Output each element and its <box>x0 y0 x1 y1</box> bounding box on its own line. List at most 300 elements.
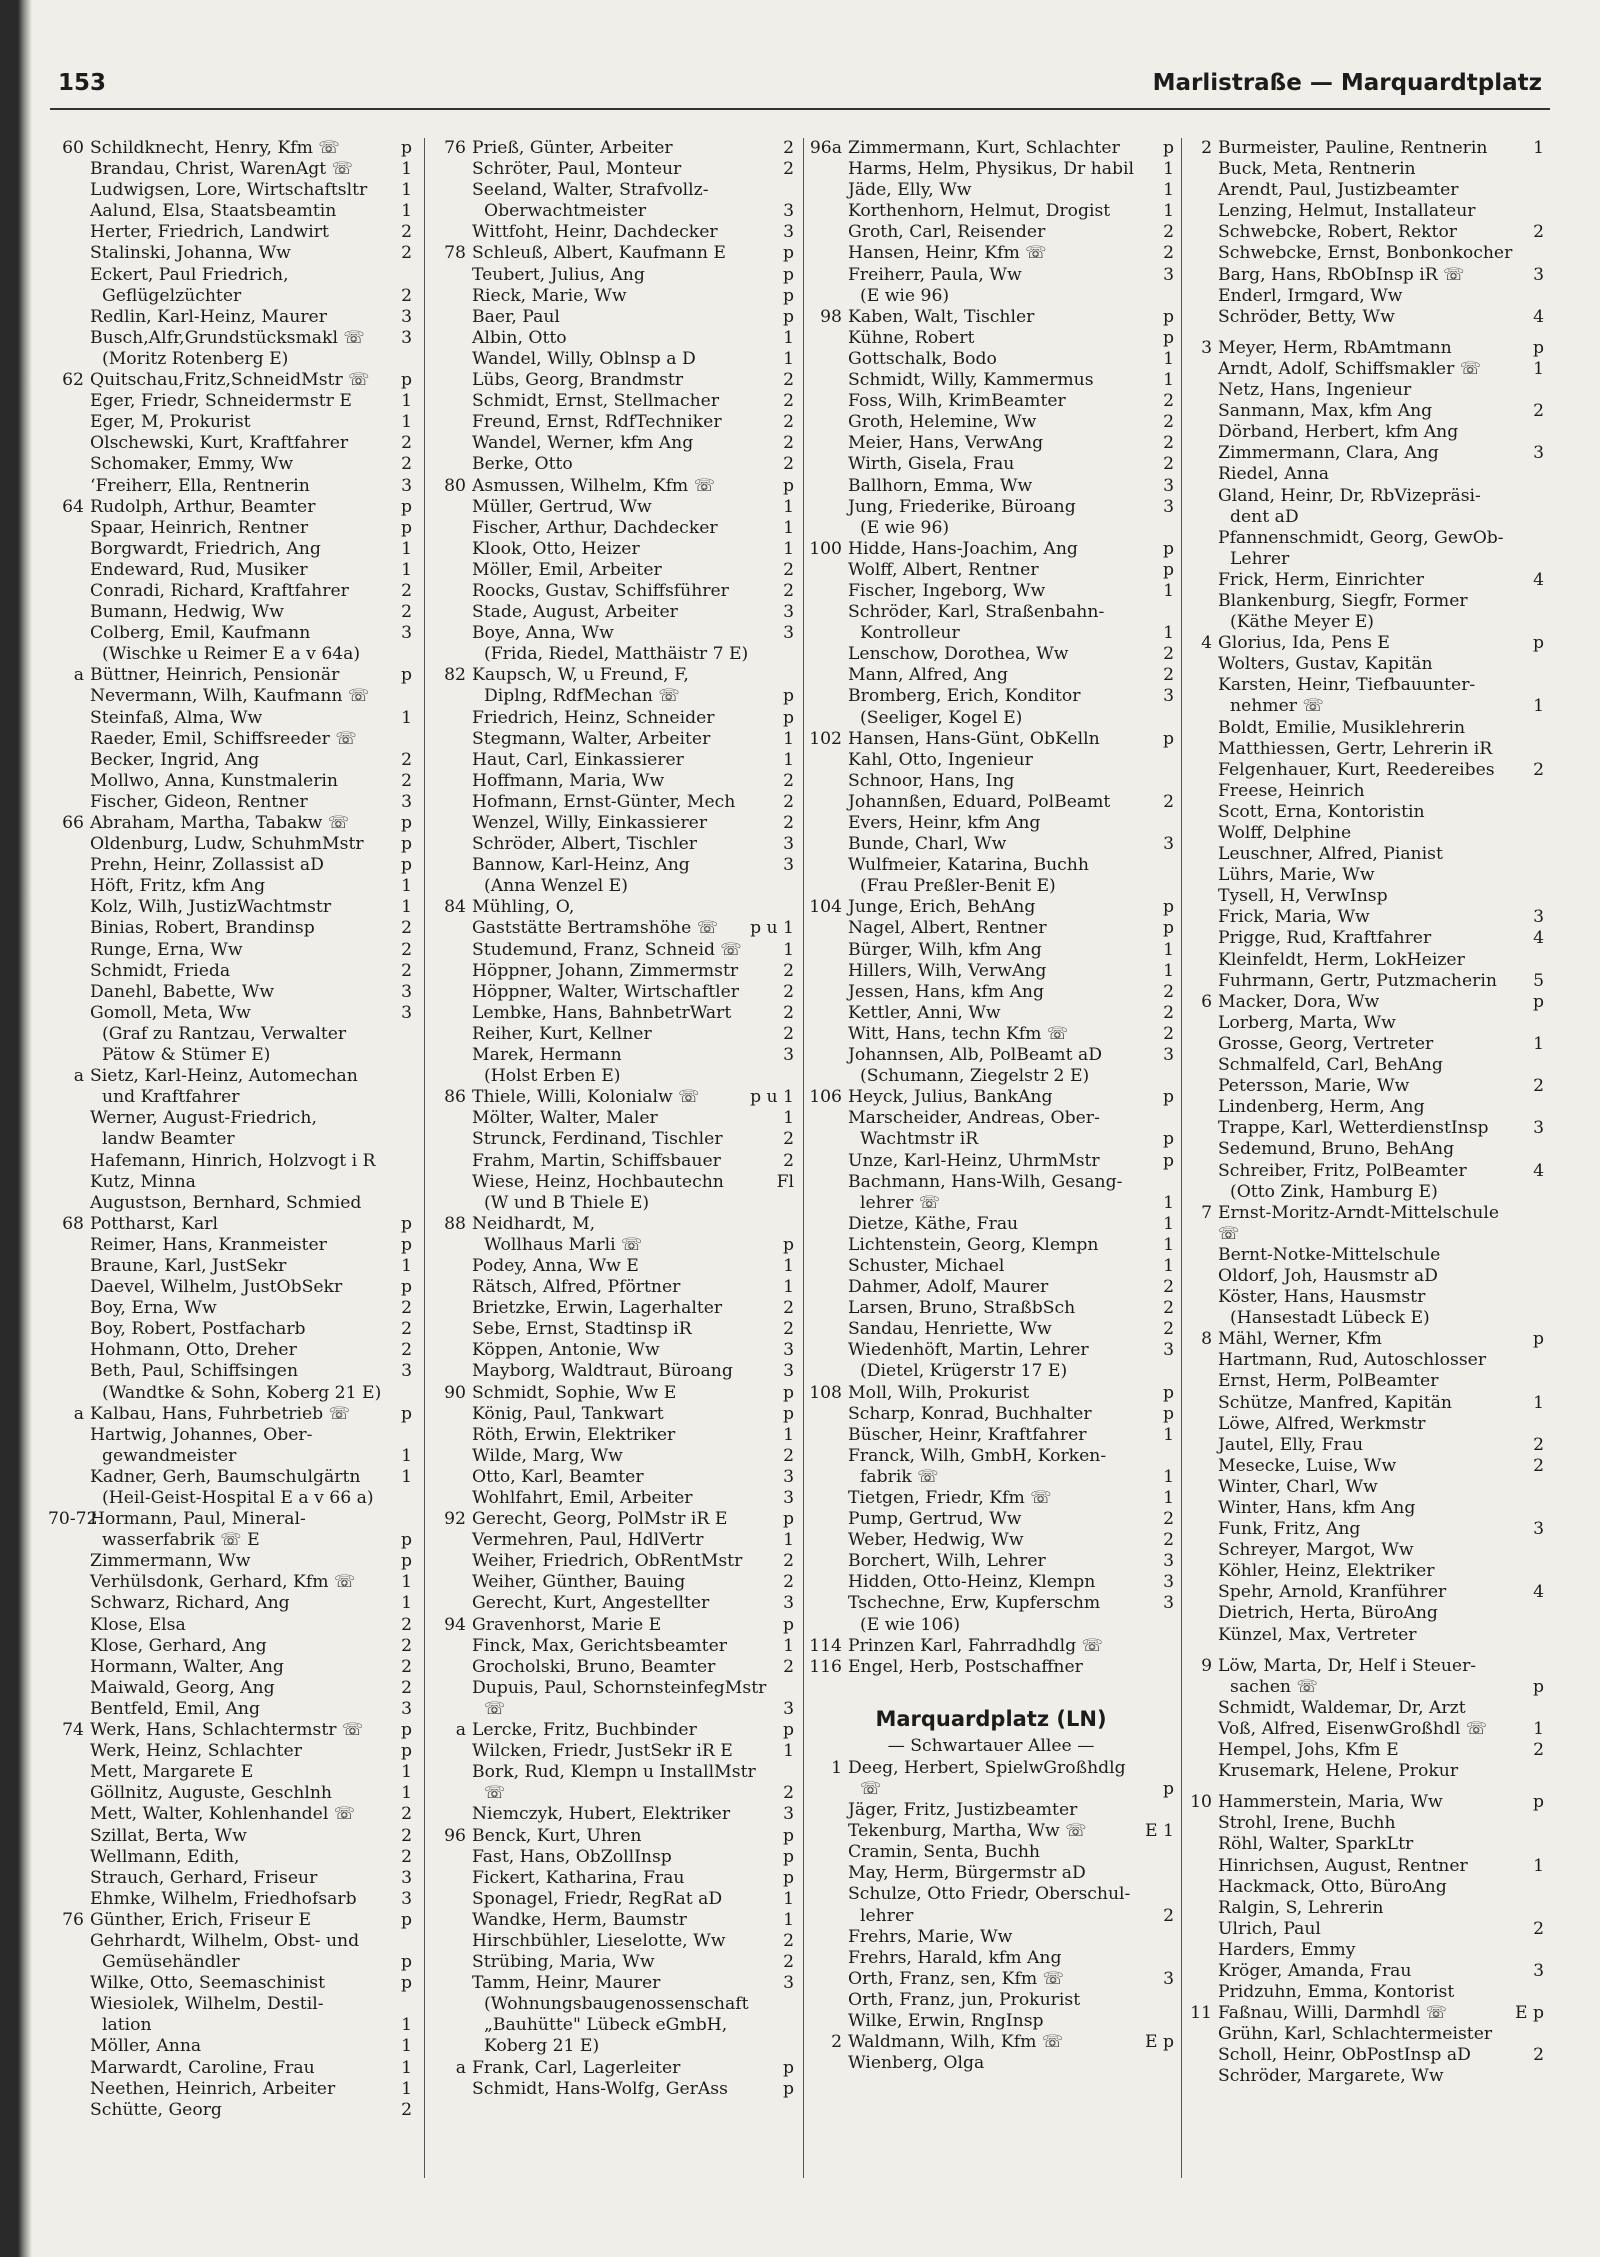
entry-text: Hartwig, Johannes, Ober- <box>90 1424 313 1445</box>
entry-text: Bunde, Charl, Ww <box>848 834 1007 855</box>
directory-entry <box>1176 464 1546 485</box>
directory-entry <box>48 2079 414 2100</box>
entry-text: Hackmack, Otto, BüroAng <box>1218 1876 1447 1897</box>
house-number: 86 <box>444 1087 466 1108</box>
entry-text: Tschechne, Erw, Kupferschm <box>848 1593 1101 1614</box>
directory-entry <box>48 1783 414 1804</box>
directory-entry <box>430 729 796 750</box>
floor-indicator: 2 <box>401 1846 412 1867</box>
entry-text: Schildknecht, Henry, Kfm ☏ <box>90 138 340 158</box>
floor-indicator: 1 <box>401 559 412 580</box>
floor-indicator: p <box>1162 1403 1174 1424</box>
floor-indicator: p <box>1162 1778 1174 1799</box>
entry-text: Schmidt, Willy, Kammermus <box>848 370 1094 391</box>
directory-entry <box>430 286 796 307</box>
entry-text: Höppner, Johann, Zimmermstr <box>472 960 739 981</box>
entry-text: Weiher, Friedrich, ObRentMstr <box>472 1551 743 1572</box>
directory-entry <box>48 2036 414 2057</box>
entry-text: Freund, Ernst, RdfTechniker <box>472 412 722 433</box>
floor-indicator: 2 <box>783 1952 794 1973</box>
entry-text: Boldt, Emilie, Musiklehrerin <box>1218 717 1466 738</box>
floor-indicator: 3 <box>783 1488 794 1508</box>
floor-indicator: 3 <box>1163 686 1174 707</box>
floor-indicator: p <box>1162 918 1174 939</box>
entry-text: Wandke, Herm, Baumstr <box>472 1909 687 1930</box>
directory-entry <box>806 1488 1176 1509</box>
entry-text: Brandau, Christ, WarenAgt ☏ <box>90 159 354 180</box>
entry-text: Berke, Otto <box>472 454 573 475</box>
floor-indicator: E 1 <box>1145 1821 1174 1842</box>
directory-entry <box>48 349 414 370</box>
floor-indicator: 3 <box>401 623 412 644</box>
entry-text: Schreyer, Margot, Ww <box>1218 1540 1414 1561</box>
entry-text: Prieß, Günter, Arbeiter <box>472 138 673 158</box>
floor-indicator: p <box>1532 1676 1544 1697</box>
directory-entry <box>48 159 414 180</box>
floor-indicator: 1 <box>1163 1466 1174 1487</box>
directory-entry <box>1176 1308 1546 1329</box>
floor-indicator: 1 <box>401 159 412 180</box>
directory-entry <box>48 539 414 560</box>
entry-text: Schmidt, Waldemar, Dr, Arzt <box>1218 1697 1466 1718</box>
house-number: 4 <box>1201 633 1212 654</box>
entry-text: Schmidt, Hans-Wolfg, GerAss <box>472 2078 728 2099</box>
directory-entry <box>430 982 796 1003</box>
entry-text: Fischer, Gideon, Rentner <box>90 791 308 812</box>
entry-text: Groth, Carl, Reisender <box>848 222 1046 243</box>
entry-text: Freese, Heinrich <box>1218 780 1365 801</box>
house-number: 80 <box>444 475 466 496</box>
floor-indicator: p <box>782 1867 794 1888</box>
entry-text: Frehrs, Harald, kfm Ang <box>848 1947 1062 1968</box>
entry-text: Köhler, Heinz, Elektriker <box>1218 1561 1435 1582</box>
directory-entry <box>806 1927 1176 1948</box>
entry-text: Winter, Hans, kfm Ang <box>1218 1498 1416 1518</box>
directory-entry <box>1176 1161 1546 1182</box>
directory-entry <box>1176 718 1546 739</box>
floor-indicator: 1 <box>1163 1234 1174 1255</box>
entry-text: Sandau, Henriette, Ww <box>848 1319 1052 1340</box>
directory-entry <box>806 1024 1176 1045</box>
floor-indicator: 2 <box>401 1635 412 1656</box>
entry-text: Frank, Carl, Lagerleiter <box>472 2057 681 2078</box>
spacer <box>806 1678 1176 1688</box>
entry-text: Dietze, Käthe, Frau <box>848 1213 1019 1234</box>
floor-indicator: 1 <box>401 1255 412 1276</box>
directory-entry <box>806 1990 1176 2011</box>
directory-entry <box>806 876 1176 897</box>
house-number: 2 <box>831 2032 842 2053</box>
directory-entry <box>430 1319 796 1340</box>
directory-entry <box>1176 1898 1546 1919</box>
floor-indicator: 2 <box>1533 1434 1544 1455</box>
entry-text: Rudolph, Arthur, Beamter <box>90 496 316 517</box>
directory-entry <box>48 1741 414 1762</box>
entry-text: Wohlfahrt, Emil, Arbeiter <box>472 1488 693 1508</box>
floor-indicator: 3 <box>783 1973 794 1994</box>
entry-text: Hoffmann, Maria, Ww <box>472 770 665 791</box>
floor-indicator: p <box>782 1382 794 1403</box>
directory-entry <box>48 644 414 665</box>
entry-text: König, Paul, Tankwart <box>472 1403 664 1424</box>
floor-indicator: 3 <box>1163 1968 1174 1989</box>
spacer <box>1176 1646 1546 1656</box>
entry-text: Schwarz, Richard, Ang <box>90 1593 290 1614</box>
floor-indicator: 3 <box>1533 907 1544 928</box>
directory-entry <box>1176 1656 1546 1677</box>
directory-entry <box>1176 549 1546 570</box>
entry-text: Blankenburg, Siegfr, Former <box>1218 590 1468 611</box>
floor-indicator: 3 <box>783 1698 794 1719</box>
directory-entry <box>806 1108 1176 1129</box>
directory-entry <box>806 138 1176 159</box>
entry-text: Lenschow, Dorothea, Ww <box>848 644 1069 665</box>
entry-text: Schleuß, Albert, Kaufmann E <box>472 243 726 264</box>
floor-indicator: 1 <box>1533 1033 1544 1054</box>
entry-text: Möller, Emil, Arbeiter <box>472 559 662 580</box>
entry-text: Unze, Karl-Heinz, UhrmMstr <box>848 1150 1100 1171</box>
floor-indicator: 2 <box>1163 1530 1174 1551</box>
floor-indicator: 2 <box>783 580 794 601</box>
floor-indicator: 2 <box>1533 1455 1544 1476</box>
entry-text: Höft, Fritz, kfm Ang <box>90 876 266 897</box>
entry-text: Schnoor, Hans, Ing <box>848 770 1015 791</box>
directory-entry <box>806 1066 1176 1087</box>
floor-indicator: 4 <box>1533 569 1544 590</box>
directory-entry <box>430 328 796 349</box>
house-number: 76 <box>62 1909 84 1930</box>
directory-entry <box>430 1720 796 1741</box>
spacer <box>1176 1782 1546 1792</box>
directory-entry <box>430 1129 796 1150</box>
entry-text: Köster, Hans, Hausmstr <box>1218 1287 1426 1308</box>
floor-indicator: 2 <box>1163 391 1174 412</box>
entry-text: Mölter, Walter, Maler <box>472 1108 658 1129</box>
directory-entry <box>430 665 796 686</box>
entry-text: Bumann, Hedwig, Ww <box>90 602 284 623</box>
entry-text: (Dietel, Krügerstr 17 E) <box>860 1361 1068 1382</box>
floor-indicator: 2 <box>401 770 412 791</box>
entry-text: Zimmermann, Ww <box>90 1551 251 1572</box>
directory-entry <box>48 792 414 813</box>
house-number: 92 <box>444 1509 466 1530</box>
directory-entry <box>430 454 796 475</box>
entry-text: Kühne, Robert <box>848 327 975 348</box>
entry-text: Ballhorn, Emma, Ww <box>848 475 1033 496</box>
directory-entry <box>430 518 796 539</box>
floor-indicator: 2 <box>783 1930 794 1951</box>
floor-indicator: 1 <box>1163 1255 1174 1276</box>
directory-entry <box>48 918 414 939</box>
entry-text: Werk, Heinz, Schlachter <box>90 1741 302 1762</box>
directory-entry <box>1176 307 1546 328</box>
entry-text: Herter, Friedrich, Landwirt <box>90 222 329 243</box>
floor-indicator: p <box>782 1846 794 1867</box>
entry-text: Winter, Charl, Ww <box>1218 1476 1378 1497</box>
floor-indicator: p u 1 <box>750 918 794 939</box>
floor-indicator: 2 <box>783 433 794 454</box>
entry-text: (Seeliger, Kogel E) <box>860 707 1023 728</box>
floor-indicator: 3 <box>401 475 412 496</box>
directory-entry <box>430 1383 796 1404</box>
entry-text: Pätow & Stümer E) <box>102 1045 271 1066</box>
house-number: 104 <box>809 897 842 918</box>
floor-indicator: 3 <box>1163 1340 1174 1361</box>
directory-entry <box>48 138 414 159</box>
directory-entry <box>1176 1034 1546 1055</box>
floor-indicator: 3 <box>783 1361 794 1382</box>
entry-text: Hofmann, Ernst-Günter, Mech <box>472 791 736 812</box>
directory-entry <box>430 1404 796 1425</box>
directory-entry <box>1176 1677 1546 1698</box>
directory-entry <box>806 2053 1176 2074</box>
floor-indicator: 1 <box>1533 696 1544 717</box>
floor-indicator: 2 <box>783 770 794 791</box>
entry-text: landw Beamter <box>102 1129 235 1150</box>
floor-indicator: p <box>782 1509 794 1530</box>
entry-text: Krusemark, Helene, Prokur <box>1218 1761 1459 1782</box>
directory-entry <box>806 539 1176 560</box>
house-number: 84 <box>444 897 466 918</box>
directory-entry <box>806 918 1176 939</box>
entry-text: Dietrich, Herta, BüroAng <box>1218 1603 1438 1624</box>
floor-indicator: 1 <box>1163 1424 1174 1445</box>
entry-text: Schröter, Paul, Monteur <box>472 159 682 180</box>
entry-text: Boy, Robert, Postfacharb <box>90 1319 306 1340</box>
floor-indicator: 2 <box>401 454 412 475</box>
directory-entry <box>1176 422 1546 443</box>
directory-entry <box>1176 1350 1546 1371</box>
entry-text: Löw, Marta, Dr, Helf i Steuer- <box>1218 1655 1477 1676</box>
entry-text: ☏ <box>484 1783 506 1804</box>
directory-entry <box>430 265 796 286</box>
entry-text: Groth, Helemine, Ww <box>848 412 1037 433</box>
entry-text: Karsten, Heinr, Tiefbauunter- <box>1218 675 1476 696</box>
entry-text: Thiele, Willi, Kolonialw ☏ <box>472 1087 700 1108</box>
directory-entry <box>1176 1856 1546 1877</box>
entry-text: Leuschner, Alfred, Pianist <box>1218 844 1443 865</box>
floor-indicator: 1 <box>783 1424 794 1445</box>
entry-text: Buck, Meta, Rentnerin <box>1218 159 1416 180</box>
entry-text: Borgwardt, Friedrich, Ang <box>90 538 321 559</box>
entry-text: Reimer, Hans, Kranmeister <box>90 1234 327 1255</box>
entry-text: Abraham, Martha, Tabakw ☏ <box>90 813 350 833</box>
directory-entry <box>430 1783 796 1804</box>
entry-text: Moll, Wilh, Prokurist <box>848 1382 1030 1403</box>
directory-entry <box>1176 612 1546 633</box>
floor-indicator: 3 <box>1533 1960 1544 1981</box>
entry-text: Roocks, Gustav, Schiffsführer <box>472 580 729 601</box>
entry-text: Stegmann, Walter, Arbeiter <box>472 728 711 749</box>
floor-indicator: 3 <box>401 1888 412 1909</box>
entry-text: Eger, M, Prokurist <box>90 412 251 433</box>
directory-entry <box>1176 1740 1546 1761</box>
directory-entry <box>430 1340 796 1361</box>
directory-entry <box>430 1931 796 1952</box>
directory-entry <box>1176 675 1546 696</box>
entry-text: wasserfabrik ☏ E <box>102 1530 260 1551</box>
floor-indicator: 4 <box>1533 1160 1544 1181</box>
floor-indicator: 2 <box>1163 243 1174 264</box>
floor-indicator: p <box>1162 138 1174 158</box>
entry-text: Brietzke, Erwin, Lagerhalter <box>472 1298 723 1319</box>
floor-indicator: 4 <box>1533 928 1544 949</box>
entry-text: Stade, August, Arbeiter <box>472 602 678 623</box>
floor-indicator: 3 <box>1533 443 1544 464</box>
entry-text: Prehn, Heinr, Zollassist aD <box>90 855 324 876</box>
entry-text: Harms, Helm, Physikus, Dr habil <box>848 159 1135 180</box>
directory-entry <box>806 370 1176 391</box>
entry-text: Wandel, Willy, Oblnsp a D <box>472 348 696 369</box>
directory-entry <box>48 855 414 876</box>
directory-entry <box>430 1235 796 1256</box>
entry-text: Wirth, Gisela, Frau <box>848 454 1015 475</box>
entry-text: lehrer ☏ <box>860 1192 941 1213</box>
floor-indicator: 2 <box>783 791 794 812</box>
directory-entry <box>1176 591 1546 612</box>
entry-text: Lindenberg, Herm, Ang <box>1218 1097 1425 1118</box>
directory-entry <box>1176 1203 1546 1224</box>
directory-entry <box>806 1884 1176 1905</box>
directory-entry <box>806 1045 1176 1066</box>
directory-entry <box>430 391 796 412</box>
floor-indicator: 1 <box>401 707 412 728</box>
directory-entry <box>1176 180 1546 201</box>
floor-indicator: 1 <box>401 1783 412 1804</box>
floor-indicator: 2 <box>783 1023 794 1044</box>
directory-entry <box>430 1636 796 1657</box>
directory-entry <box>1176 1329 1546 1350</box>
floor-indicator: 3 <box>783 222 794 243</box>
floor-indicator: p <box>400 138 412 158</box>
floor-indicator: 1 <box>1163 960 1174 981</box>
directory-entry <box>48 1847 414 1868</box>
entry-text: Hempel, Johs, Kfm E <box>1218 1740 1399 1761</box>
directory-entry <box>430 159 796 180</box>
floor-indicator: 2 <box>1163 644 1174 665</box>
directory-entry <box>48 982 414 1003</box>
floor-indicator: p <box>1532 337 1544 358</box>
directory-entry <box>1176 739 1546 760</box>
entry-text: Matthiessen, Gertr, Lehrerin iR <box>1218 738 1493 759</box>
directory-entry <box>806 940 1176 961</box>
entry-text: Werk, Hans, Schlachtermstr ☏ <box>90 1720 364 1741</box>
entry-text: Johannßen, Eduard, PolBeamt <box>848 791 1111 812</box>
directory-entry <box>430 2015 796 2036</box>
floor-indicator: 1 <box>401 876 412 897</box>
floor-indicator: 2 <box>401 580 412 601</box>
directory-entry <box>430 1615 796 1636</box>
floor-indicator: 3 <box>1163 1551 1174 1572</box>
directory-entry <box>48 370 414 391</box>
directory-entry <box>1176 633 1546 654</box>
directory-entry <box>430 1277 796 1298</box>
directory-entry <box>48 518 414 539</box>
entry-text: Braune, Karl, JustSekr <box>90 1255 287 1276</box>
entry-text: Junge, Erich, BehAng <box>848 897 1036 918</box>
entry-text: Dahmer, Adolf, Maurer <box>848 1277 1049 1298</box>
entry-text: Ulrich, Paul <box>1218 1918 1321 1939</box>
entry-text: Gomoll, Meta, Ww <box>90 1002 251 1023</box>
entry-text: Quitschau,Fritz,SchneidMstr ☏ <box>90 370 370 391</box>
floor-indicator: p <box>1162 538 1174 559</box>
directory-entry <box>806 1383 1176 1404</box>
directory-entry <box>48 750 414 771</box>
entry-text: Verhülsdonk, Gerhard, Kfm ☏ <box>90 1572 356 1593</box>
floor-indicator: p <box>1532 1792 1544 1813</box>
directory-entry <box>430 497 796 518</box>
entry-text: Dörband, Herbert, kfm Ang <box>1218 422 1459 443</box>
entry-text: Hillers, Wilh, VerwAng <box>848 960 1047 981</box>
directory-entry <box>48 1319 414 1340</box>
entry-text: Enderl, Irmgard, Ww <box>1218 285 1403 306</box>
directory-entry <box>430 1256 796 1277</box>
directory-entry <box>806 433 1176 454</box>
floor-indicator: 3 <box>1533 1519 1544 1540</box>
directory-entry <box>806 708 1176 729</box>
directory-entry <box>430 1741 796 1762</box>
entry-text: Becker, Ingrid, Ang <box>90 749 260 770</box>
floor-indicator: 1 <box>1163 159 1174 180</box>
entry-text: Sponagel, Friedr, RegRat aD <box>472 1888 723 1909</box>
directory-entry <box>806 1340 1176 1361</box>
directory-entry <box>1176 138 1546 159</box>
directory-entry <box>806 1530 1176 1551</box>
directory-entry <box>1176 1561 1546 1582</box>
directory-entry <box>48 412 414 433</box>
entry-text: Gemüsehändler <box>102 1952 240 1973</box>
entry-text: Marwardt, Caroline, Frau <box>90 2057 315 2078</box>
directory-entry <box>806 412 1176 433</box>
floor-indicator: 3 <box>401 1867 412 1888</box>
directory-entry <box>1176 971 1546 992</box>
entry-text: Kröger, Amanda, Frau <box>1218 1960 1412 1981</box>
directory-entry <box>430 1804 796 1825</box>
directory-entry <box>1176 1055 1546 1076</box>
directory-entry <box>48 180 414 201</box>
entry-text: Lenzing, Helmut, Installateur <box>1218 201 1476 222</box>
directory-entry <box>430 1699 796 1720</box>
house-number: 100 <box>809 538 842 559</box>
entry-text: Nevermann, Wilh, Kaufmann ☏ <box>90 686 370 707</box>
entry-text: Fischer, Ingeborg, Ww <box>848 580 1046 601</box>
directory-entry <box>1176 865 1546 886</box>
entry-text: Lorberg, Marta, Ww <box>1218 1012 1396 1033</box>
directory-entry <box>430 1488 796 1509</box>
spacer <box>1176 328 1546 338</box>
entry-text: Prigge, Rud, Kraftfahrer <box>1218 928 1432 949</box>
house-number: 96a <box>809 138 842 158</box>
directory-entry <box>430 2036 796 2057</box>
directory-entry <box>1176 570 1546 591</box>
directory-column-1 <box>48 138 414 2178</box>
entry-text: Augustson, Bernhard, Schmied <box>90 1192 362 1213</box>
entry-text: Meyer, Herm, RbAmtmann <box>1218 337 1452 358</box>
entry-text: Borchert, Wilh, Lehrer <box>848 1551 1046 1572</box>
floor-indicator: 5 <box>1533 970 1544 991</box>
house-number: 2 <box>1201 138 1212 158</box>
entry-text: Strübing, Maria, Ww <box>472 1952 655 1973</box>
directory-entry <box>48 1889 414 1910</box>
floor-indicator: 3 <box>1533 264 1544 285</box>
house-number: 70-72 <box>48 1509 98 1530</box>
entry-text: Mett, Margarete E <box>90 1762 254 1783</box>
directory-entry <box>430 644 796 665</box>
floor-indicator: 3 <box>783 1804 794 1825</box>
entry-text: Wilcken, Friedr, JustSekr iR E <box>472 1741 733 1762</box>
directory-entry <box>1176 1139 1546 1160</box>
entry-text: Geflügelzüchter <box>102 285 242 306</box>
